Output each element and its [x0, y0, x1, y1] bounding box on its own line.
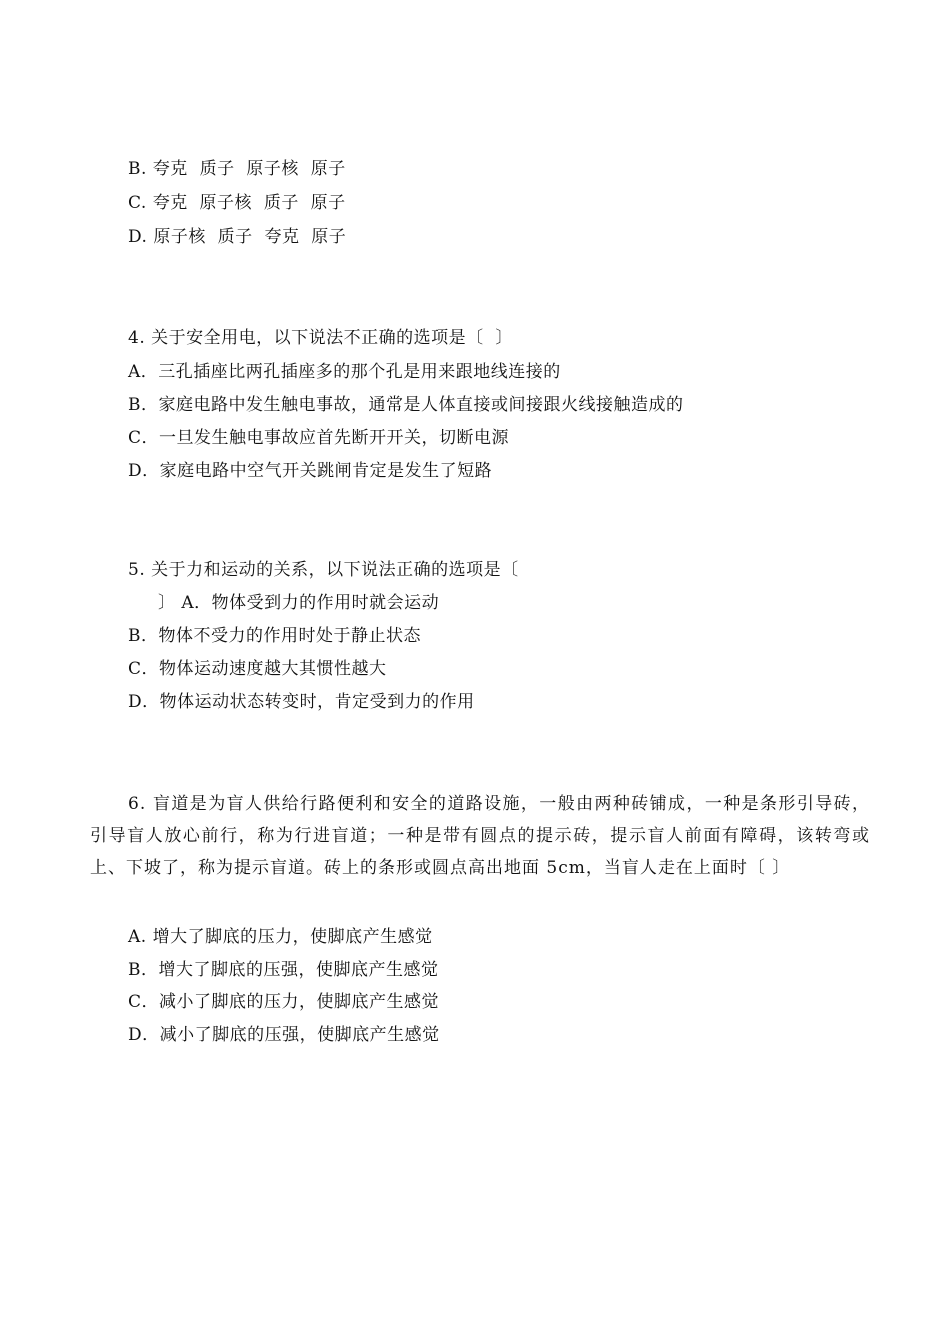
q4-option-a: A．三孔插座比两孔插座多的那个孔是用来跟地线连接的: [128, 362, 561, 382]
q5-stem: 5. 关于力和运动的关系，以下说法正确的选项是〔: [128, 560, 519, 580]
q6-option-a: A. 增大了脚底的压力，使脚底产生感觉: [128, 927, 433, 947]
q5-stem-continued: 〕 A．物体受到力的作用时就会运动: [158, 593, 440, 613]
q3-option-d: D. 原子核 质子 夸克 原子: [128, 227, 347, 247]
q5-option-c: C．物体运动速度越大其惯性越大: [128, 659, 387, 679]
q4-stem: 4. 关于安全用电，以下说法不正确的选项是〔 〕: [128, 328, 513, 348]
q3-option-b: B. 夸克 质子 原子核 原子: [128, 159, 346, 179]
q4-option-d: D．家庭电路中空气开关跳闸肯定是发生了短路: [128, 461, 493, 481]
q4-option-c: C．一旦发生触电事故应首先断开开关，切断电源: [128, 428, 510, 448]
q5-option-d: D．物体运动状态转变时，肯定受到力的作用: [128, 692, 475, 712]
q6-option-d: D．减小了脚底的压强，使脚底产生感觉: [128, 1025, 440, 1045]
q5-option-b: B．物体不受力的作用时处于静止状态: [128, 626, 421, 646]
q4-option-b: B．家庭电路中发生触电事故，通常是人体直接或间接跟火线接触造成的: [128, 395, 684, 415]
q6-option-b: B．增大了脚底的压强，使脚底产生感觉: [128, 960, 439, 980]
q3-option-c: C. 夸克 原子核 质子 原子: [128, 193, 346, 213]
q6-option-c: C．减小了脚底的压力，使脚底产生感觉: [128, 992, 440, 1012]
q6-stem: 6. 盲道是为盲人供给行路便利和安全的道路设施，一般由两种砖铺成，一种是条形引导砖，引导盲人放心前行，称为行进盲道；一种是带有圆点的提示砖，提示盲人前面有障碍，该转弯或上、下坡了，称为提示盲道。砖上的条形或圆点高出地面 5cm，当盲人走在上面时〔 〕: [90, 794, 870, 878]
